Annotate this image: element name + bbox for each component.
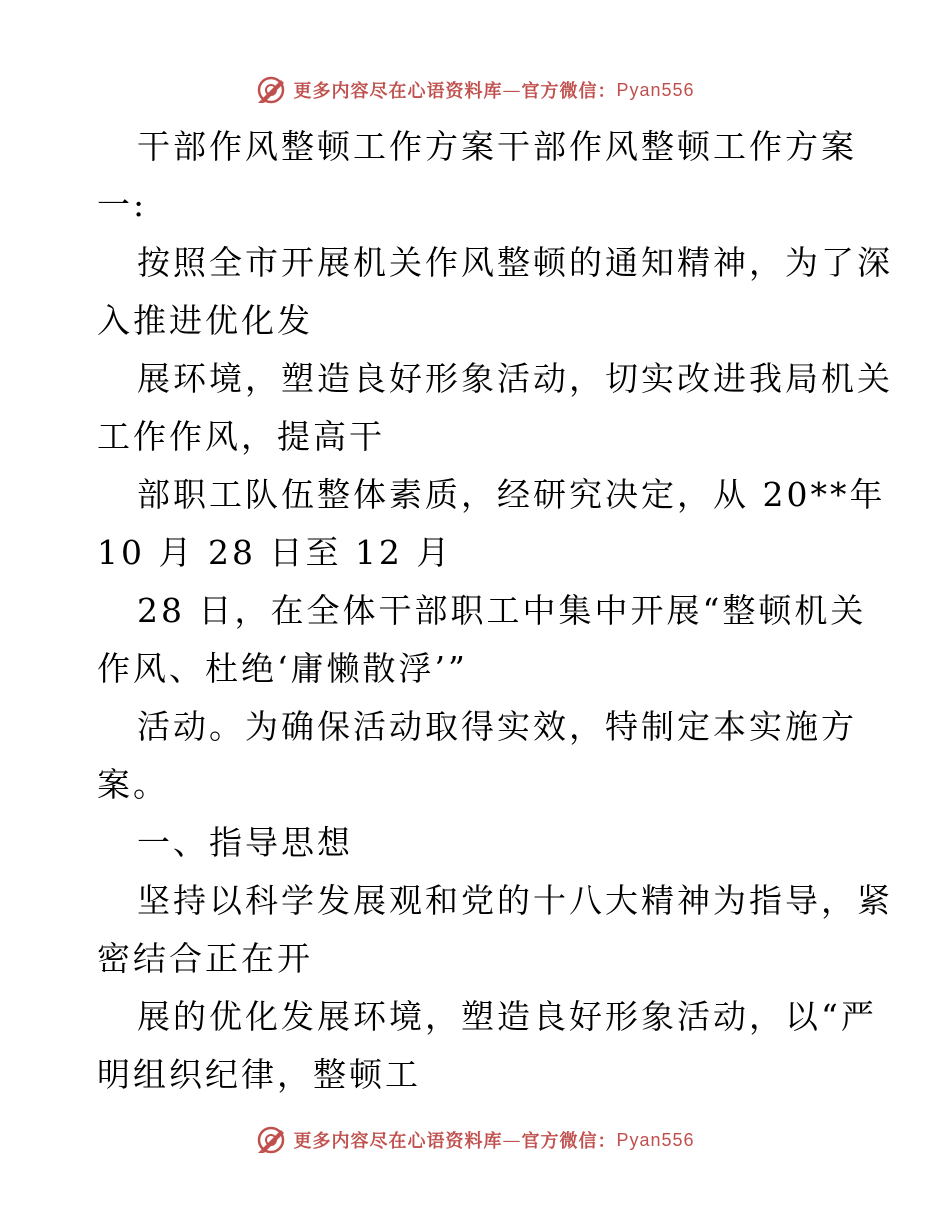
body-line: 10 月 28 日至 12 月 [97, 533, 453, 572]
watermark-wechat-label: 官方微信： [521, 81, 617, 102]
body-line: 展环境，塑造良好形象活动，切实改进我局机关 [137, 359, 893, 398]
body-line: 展的优化发展环境，塑造良好形象活动，以“严 [137, 997, 877, 1036]
section-heading: 一、指导思想 [137, 823, 353, 862]
body-line: 干部作风整顿工作方案干部作风整顿工作方案 [137, 127, 857, 166]
watermark-text: 更多内容尽在心语资料库 [293, 1131, 503, 1152]
body-line: 活动。为确保活动取得实效，特制定本实施方 [137, 707, 857, 746]
watermark-separator: — [502, 1129, 522, 1151]
footer-watermark [0, 1122, 950, 1158]
watermark-account: Pyan556 [616, 1129, 695, 1150]
body-line: 工作作风，提高干 [97, 417, 385, 456]
body-line: 28 日，在全体干部职工中集中开展“整顿机关 [137, 591, 867, 630]
pen-logo-icon [255, 74, 287, 106]
body-line: 按照全市开展机关作风整顿的通知精神，为了深 [137, 243, 893, 282]
watermark-separator: — [502, 79, 522, 101]
body-line: 明组织纪律，整顿工 [97, 1055, 421, 1094]
body-line: 作风、杜绝‘庸懒散浮’” [97, 649, 468, 688]
body-line: 部职工队伍整体素质，经研究决定，从 20**年 [137, 475, 886, 514]
header-watermark [0, 72, 950, 108]
watermark-wechat-label: 官方微信： [521, 1131, 617, 1152]
body-line: 案。 [97, 765, 169, 804]
watermark-text: 更多内容尽在心语资料库 [293, 81, 503, 102]
pen-logo-icon [255, 1124, 287, 1156]
document-body [97, 118, 893, 1104]
watermark-account: Pyan556 [616, 79, 695, 100]
body-line: 一: [97, 185, 148, 224]
body-line: 入推进优化发 [97, 301, 313, 340]
body-line: 密结合正在开 [97, 939, 313, 978]
body-line: 坚持以科学发展观和党的十八大精神为指导，紧 [137, 881, 893, 920]
